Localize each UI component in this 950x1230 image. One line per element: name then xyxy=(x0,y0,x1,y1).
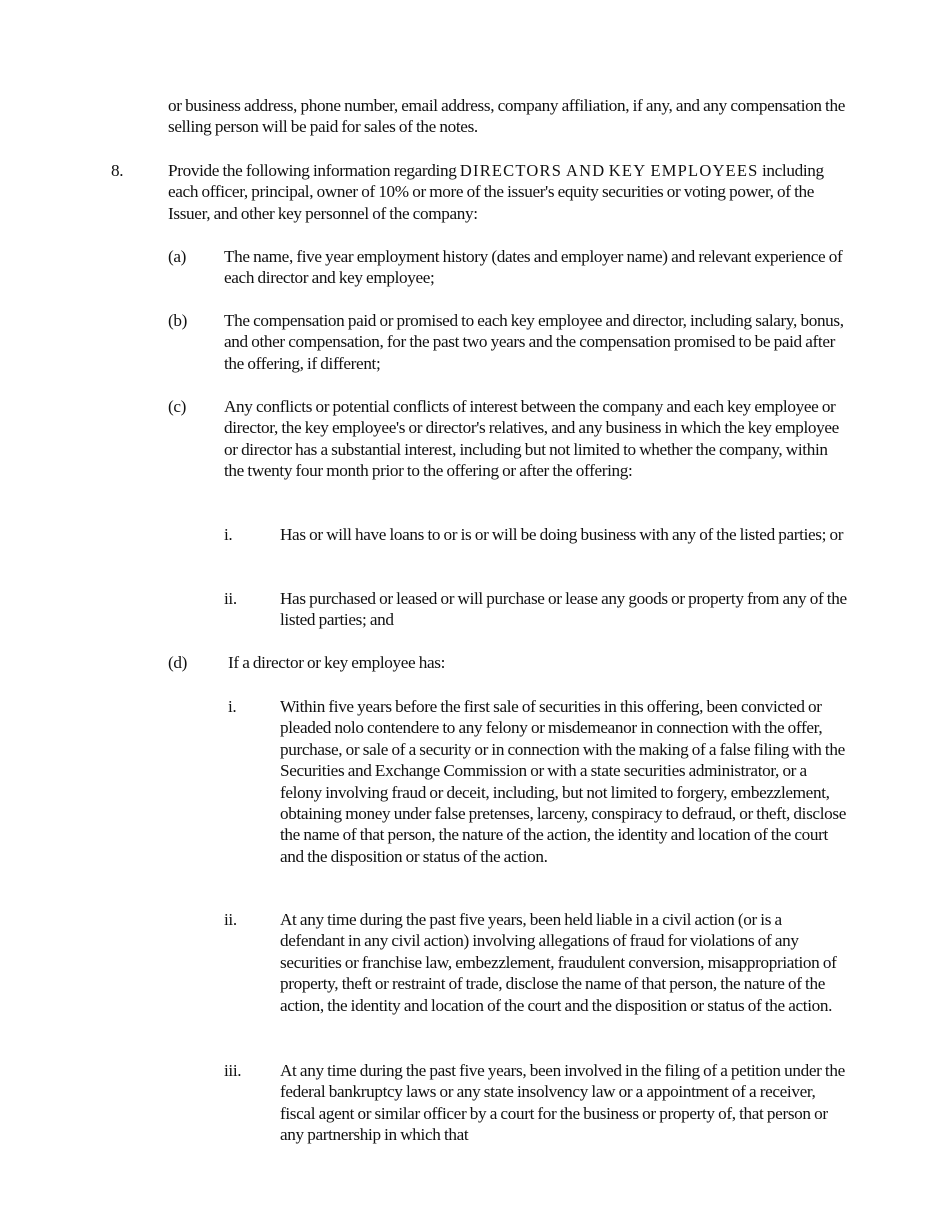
subitem-d-ii-text: At any time during the past five years, been held liable in a civil action (or is a defendant in any civil action) involving allegations of fraud for violations of any securities or franchise law, embezzlement, fraudulent conversion, misappropriation of property, theft or restraint of trade, disclose the name of that person, the nature of the action, the identity and location of the court and the disposition or status of the action. xyxy=(280,910,837,1015)
intro-continuation-paragraph: or business address, phone number, email address, company affiliation, if any, and any compensation the selling person will be paid for sales of the notes. xyxy=(168,96,845,137)
subitem-d-i-text: Within five years before the first sale of securities in this offering, been convicted or pleaded nolo contendere to any felony or misdemeanor in connection with the offer, purchase, or sale of a security or in connection with the making of a false filing with the Securities and Exchange Commission or with a state securities administrator, or a felony involving fraud or deceit, including, but not limited to forgery, embezzlement, obtaining money under false pretenses, larceny, conspiracy to defraud, or theft, disclose the name of that person, the nature of the action, the identity and location of the court and the disposition or status of the action. xyxy=(280,697,846,866)
item-8-paragraph xyxy=(168,160,848,224)
item-8-text-before: Provide the following information regarding xyxy=(168,161,460,180)
subitem-a-label: (a) xyxy=(168,247,187,266)
subitem-b-label: (b) xyxy=(168,311,187,330)
subitem-d-text: If a director or key employee has: xyxy=(228,653,446,672)
subitem-c-text: Any conflicts or potential conflicts of interest between the company and each key employee or director, the key employee's or director's relatives, and any business in which the key employee or director has a substantial interest, including but not limited to whether the company, within the twenty four month prior to the offering or after the offering: xyxy=(224,397,839,481)
subitem-d-iii-label: iii. xyxy=(224,1061,242,1080)
subitem-c-ii-text: Has purchased or leased or will purchase or lease any goods or property from any of the listed parties; and xyxy=(280,589,847,630)
subitem-a-text: The name, five year employment history (dates and employer name) and relevant experience of each director and key employee; xyxy=(224,247,843,288)
item-8-caps-key-employees: KEY EMPLOYEES xyxy=(608,161,759,180)
item-8-caps-directors: DIRECTORS AND xyxy=(459,161,606,180)
subitem-b-text: The compensation paid or promised to each key employee and director, including salary, bonus, and other compensation, for the past two years and the compensation promised to be paid after the offering, if different; xyxy=(224,311,844,373)
subitem-c-i-text: Has or will have loans to or is or will be doing business with any of the listed parties; or xyxy=(280,525,844,544)
subitem-c-ii-label: ii. xyxy=(224,589,237,608)
item-8-number: 8. xyxy=(111,161,124,180)
subitem-d-i-label: i. xyxy=(228,697,237,716)
subitem-d-iii-text: At any time during the past five years, been involved in the filing of a petition under the federal bankruptcy laws or any state insolvency law or a appointment of a receiver, fiscal agent or similar officer by a court for the business or property of, that person or any partnership in which that xyxy=(280,1061,845,1145)
item-8-text-after: including each officer, principal, owner of 10% or more of the issuer's equity securities or voting power, of the Issuer, and other key personnel of the company: xyxy=(168,161,824,223)
subitem-d-ii-label: ii. xyxy=(224,910,237,929)
subitem-c-i-label: i. xyxy=(224,525,233,544)
subitem-d-label: (d) xyxy=(168,653,187,672)
subitem-c-label: (c) xyxy=(168,397,187,416)
